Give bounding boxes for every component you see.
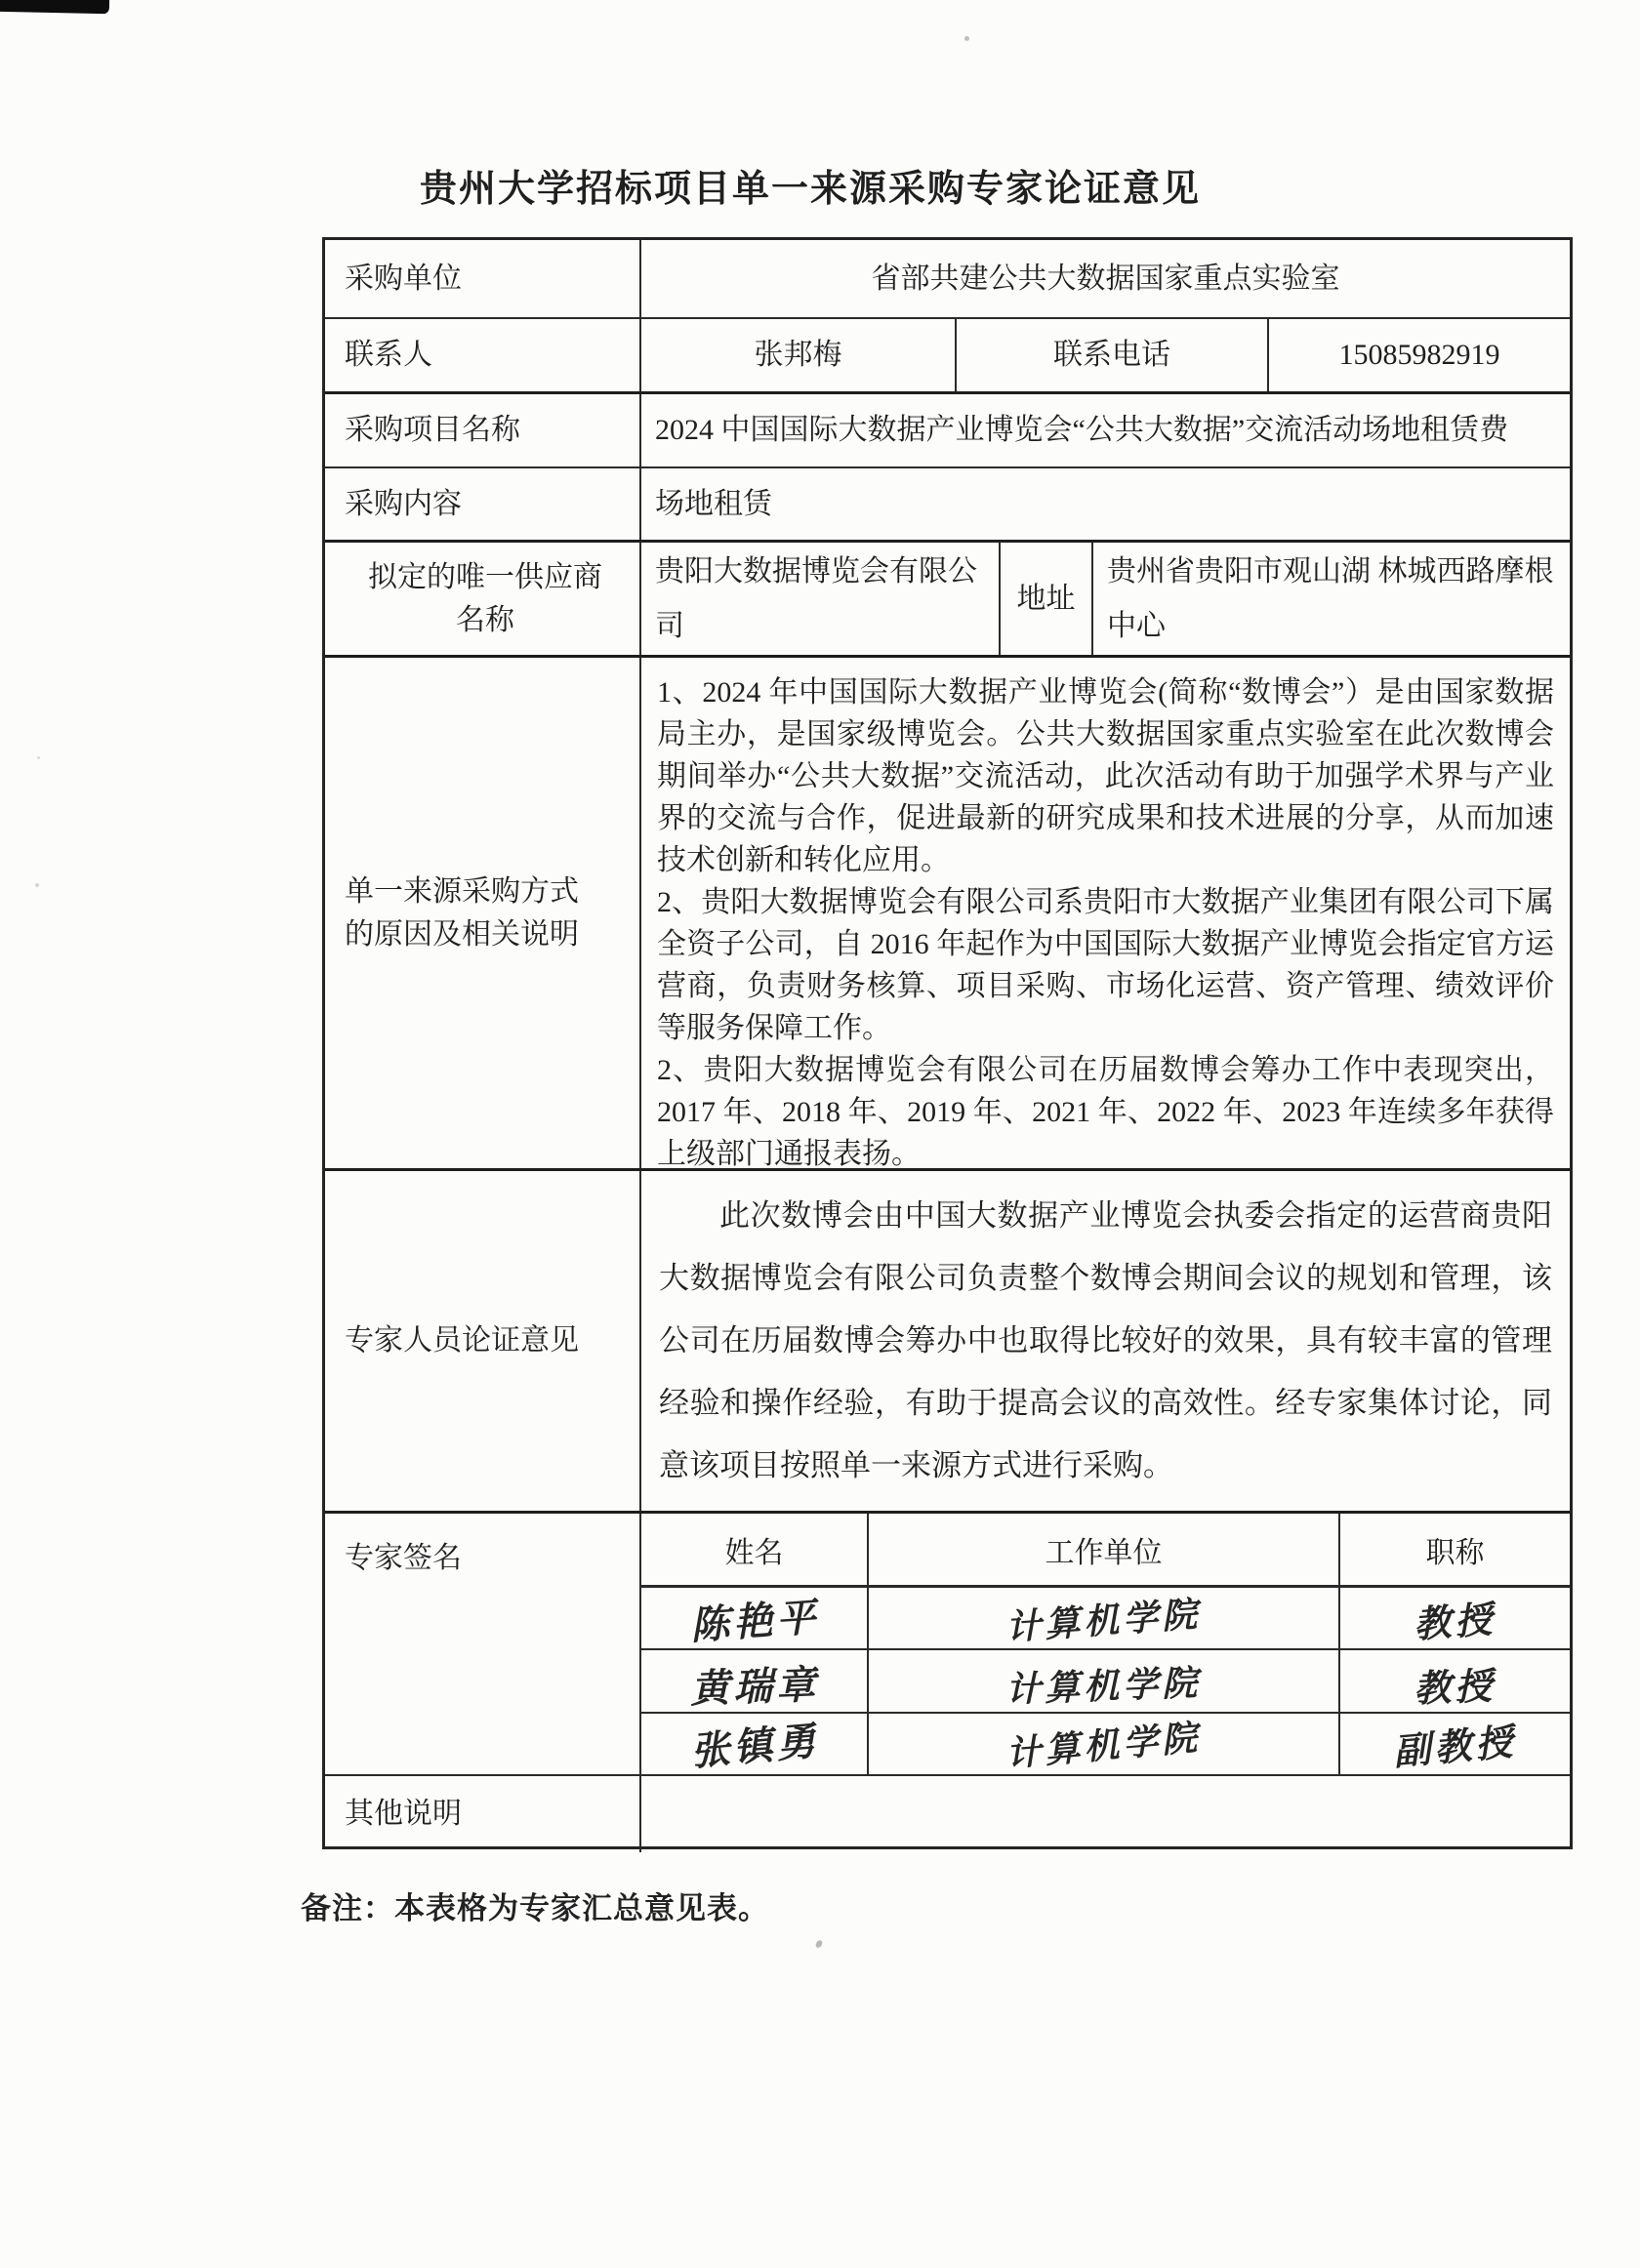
signature-title-handwritten: 教授 [1338,1588,1570,1648]
project-name-label: 采购项目名称 [345,414,520,447]
reason-paragraph-1: 1、2024 年中国国际大数据产业博览会(简称“数博会”）是由国家数据局主办，是国家级博览会。公共大数据国家重点实验室在此次数博会期间举办“公共大数据”交流活动，此次活动有助于加强学术界与产业界的交流与合作，促进最新的研究成果和技术进展的分享，从而加速技术创新和转化应用。 [657,676,1554,876]
single-source-reason-text [639,658,1570,1168]
reason-paragraph-3: 2、贵阳大数据博览会有限公司在历届数博会筹办工作中表现突出，2017 年、2018 年、2019 年、2021 年、2022 年、2023 年连续多年获得上级部门通报表扬。 [657,1054,1554,1170]
row-purchasing-unit [325,240,1570,317]
signature-header-title: 职称 [1338,1514,1570,1585]
other-notes-value [639,1776,1570,1852]
signature-row-1 [641,1586,1570,1648]
scan-artifact-speck [37,756,40,759]
signature-org-handwritten: 计算机学院 [867,1714,1338,1774]
scan-artifact-speck [35,883,39,887]
scan-artifact-speck [815,1939,823,1948]
row-other-notes [325,1774,1570,1852]
row-procurement-content [325,466,1570,540]
contact-label: 联系人 [345,339,432,372]
sole-supplier-label-text: 拟定的唯一供应商名称 [368,561,602,636]
contact-phone-number: 15085982919 [1267,319,1570,391]
single-source-reason-label-text: 单一来源采购方式的原因及相关说明 [345,875,579,951]
project-name-value: 2024 中国国际大数据产业博览会“公共大数据”交流活动场地租赁费 [639,394,1570,466]
row-contact [325,317,1570,391]
procurement-content-label: 采购内容 [345,487,462,520]
supplier-address-label: 地址 [999,543,1091,655]
row-single-source-reason [325,655,1570,1168]
document-title: 贵州大学招标项目单一来源采购专家论证意见 [419,169,1201,210]
signature-name-handwritten: 陈艳平 [688,1595,821,1648]
signature-header-org: 工作单位 [867,1514,1338,1585]
signature-header-name: 姓名 [724,1536,784,1569]
other-notes-label: 其他说明 [345,1798,462,1831]
signature-table [639,1514,1570,1774]
supplier-address-value: 贵州省贵阳市观山湖 林城西路摩根中心 [1091,543,1570,655]
signature-org-handwritten: 计算机学院 [867,1588,1338,1648]
contact-phone-label: 联系电话 [955,319,1267,391]
expert-opinion-text [639,1171,1570,1511]
row-project-name [325,391,1570,466]
signature-org-handwritten: 计算机学院 [867,1650,1338,1711]
purchasing-unit-value: 省部共建公共大数据国家重点实验室 [639,240,1570,317]
signature-row-3 [641,1712,1570,1774]
scan-artifact-speck [964,36,969,41]
signature-name-handwritten: 黄瑞章 [688,1662,820,1712]
signature-header-row [641,1514,1570,1586]
single-source-reason-label [325,658,639,1168]
sole-supplier-label [325,543,639,655]
expert-signatures-label: 专家签名 [345,1542,462,1574]
signature-name-handwritten: 张镇勇 [688,1719,821,1774]
expert-opinion-label: 专家人员论证意见 [345,1324,579,1357]
contact-name: 张邦梅 [639,319,955,391]
row-expert-opinion [325,1168,1570,1511]
expert-opinion-paragraph: 此次数博会由中国大数据产业博览会执委会指定的运营商贵阳大数据博览会有限公司负责整个数博会期间会议的规划和管理，该公司在历届数博会筹办中也取得比较好的效果，具有较丰富的管理经验和操作经验，有助于提高会议的高效性。经专家集体讨论，同意该项目按照单一来源方式进行采购。 [659,1198,1552,1482]
sole-supplier-name: 贵阳大数据博览会有限公司 [639,543,999,655]
signature-row-2 [641,1648,1570,1711]
signature-title-handwritten: 副教授 [1338,1714,1570,1774]
scan-artifact-corner [0,0,109,14]
expert-opinion-form-table [322,237,1573,1849]
footer-remark: 备注：本表格为专家汇总意见表。 [301,1891,769,1925]
signature-title-handwritten: 教授 [1338,1650,1570,1711]
row-sole-supplier [325,540,1570,655]
reason-paragraph-2: 2、贵阳大数据博览会有限公司系贵阳市大数据产业集团有限公司下属全资子公司，自 2016 年起作为中国国际大数据产业博览会指定官方运营商，负责财务核算、项目采购、市场化运营、资产管理、绩效评价等服务保障工作。 [657,886,1554,1044]
purchasing-unit-label: 采购单位 [345,262,462,295]
row-expert-signatures [325,1511,1570,1774]
procurement-content-value: 场地租赁 [639,468,1570,540]
